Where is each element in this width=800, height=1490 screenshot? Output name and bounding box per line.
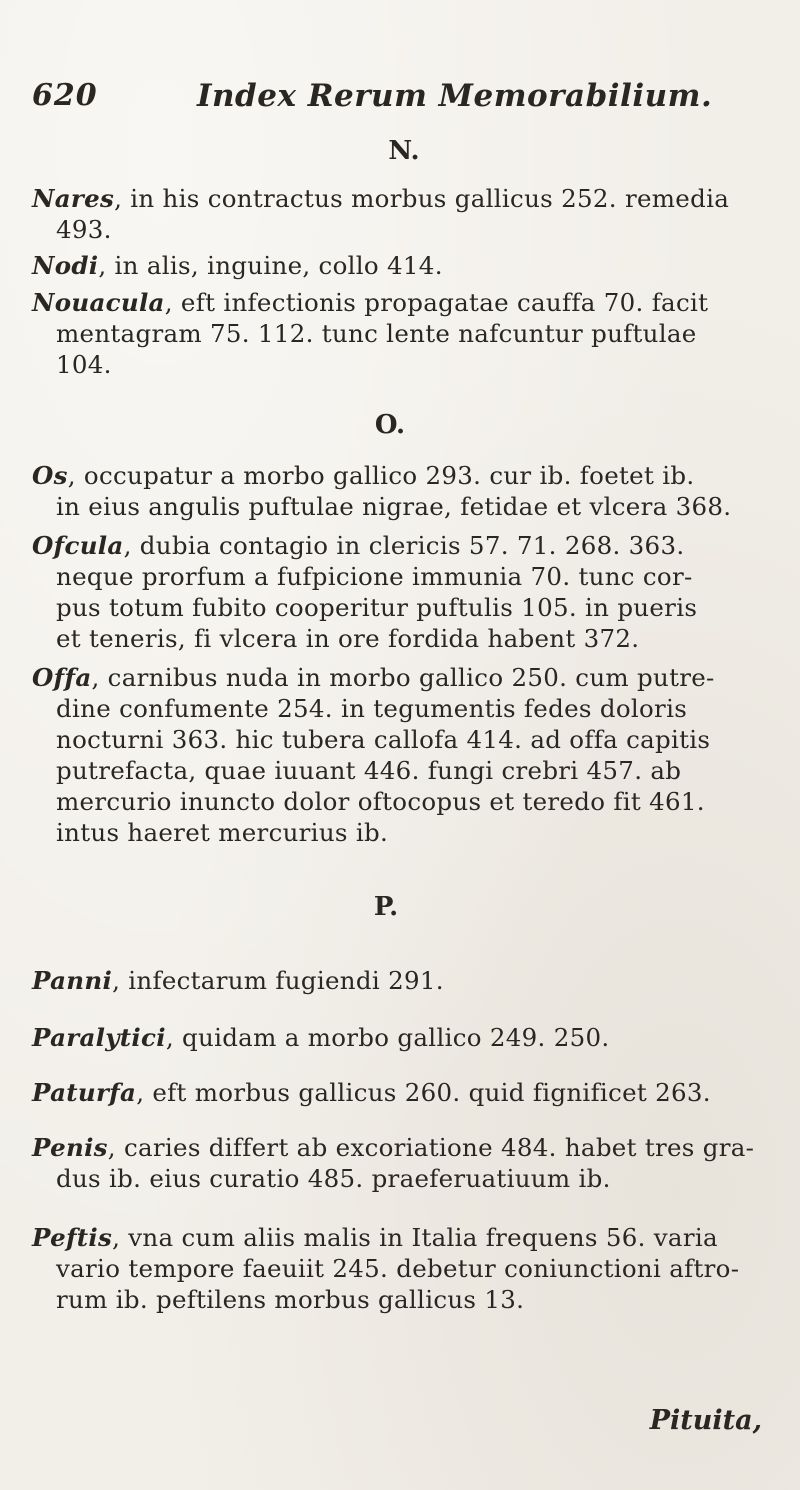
entry-text: mentagram 75. 112. tunc lente nafcuntur puftulae — [56, 319, 697, 348]
entry-text: et teneris, fi vlcera in ore fordida habent 372. — [56, 624, 640, 653]
index-entry — [32, 183, 780, 245]
entry-text: , quidam a morbo gallico 249. 250. — [165, 1023, 610, 1052]
entry-headword: Nodi — [32, 251, 99, 280]
entry-text: 493. — [56, 215, 112, 244]
entry-text: 104. — [56, 350, 112, 379]
index-entry — [32, 250, 780, 281]
section-letter-p: P. — [373, 892, 399, 922]
entry-text: nocturni 363. hic tubera callofa 414. ad offa capitis — [56, 725, 711, 754]
running-title: Index Rerum Memorabilium. — [197, 78, 713, 114]
section-letter-n: N. — [388, 136, 420, 166]
entry-text: vario tempore faeuiit 245. debetur coniunctioni aftro- — [56, 1254, 740, 1283]
entry-text: , occupatur a morbo gallico 293. cur ib. foetet ib. — [67, 461, 695, 490]
entry-text: putrefacta, quae iuuant 446. fungi crebri 457. ab — [56, 756, 682, 785]
entry-text: , eft infectionis propagatae cauffa 70. facit — [164, 288, 709, 317]
page-header — [32, 78, 772, 118]
entry-headword: Nares — [32, 184, 115, 213]
entry-headword: Offa — [32, 663, 92, 692]
entry-text: , in alis, inguine, collo 414. — [98, 251, 443, 280]
section-letter-o: O. — [374, 410, 406, 440]
catchword: Pituita, — [649, 1405, 762, 1436]
entry-headword: Paturfa — [32, 1078, 137, 1107]
entry-text: mercurio inuncto dolor oftocopus et teredo fit 461. — [56, 787, 705, 816]
index-entry — [32, 965, 780, 996]
entry-headword: Penis — [32, 1133, 108, 1162]
entry-text: , caries differt ab excoriatione 484. habet tres gra- — [107, 1133, 755, 1162]
page-number: 620 — [32, 78, 98, 113]
index-entry — [32, 1132, 780, 1194]
entry-text: dus ib. eius curatio 485. praeferuatiuum ib. — [56, 1164, 611, 1193]
entry-text: neque prorfum a fufpicione immunia 70. tunc cor- — [56, 562, 693, 591]
entry-text: in eius angulis puftulae nigrae, fetidae et vlcera 368. — [56, 492, 732, 521]
index-entry — [32, 460, 780, 522]
entry-text: , dubia contagio in clericis 57. 71. 268. 363. — [123, 531, 685, 560]
entry-text: rum ib. peftilens morbus gallicus 13. — [56, 1285, 525, 1314]
entry-headword: Nouacula — [32, 288, 165, 317]
entry-headword: Ofcula — [32, 531, 124, 560]
entry-text: , eft morbus gallicus 260. quid fignificet 263. — [136, 1078, 711, 1107]
entry-text: dine confumente 254. in tegumentis fedes doloris — [56, 694, 688, 723]
index-entry — [32, 530, 780, 654]
entry-headword: Peftis — [32, 1223, 113, 1252]
index-entry — [32, 1077, 780, 1108]
entry-text: pus totum fubito cooperitur puftulis 105. in pueris — [56, 593, 698, 622]
entry-headword: Paralytici — [32, 1023, 166, 1052]
entry-headword: Os — [32, 461, 68, 490]
index-entry — [32, 287, 780, 380]
index-entry — [32, 662, 780, 848]
entry-text: , in his contractus morbus gallicus 252. remedia — [114, 184, 730, 213]
entry-headword: Panni — [32, 966, 113, 995]
index-entry — [32, 1222, 780, 1315]
entry-text: , infectarum fugiendi 291. — [112, 966, 444, 995]
entry-text: intus haeret mercurius ib. — [56, 818, 389, 847]
entry-text: , vna cum aliis malis in Italia frequens 56. varia — [112, 1223, 718, 1252]
index-entry — [32, 1022, 780, 1053]
entry-text: , carnibus nuda in morbo gallico 250. cum putre- — [91, 663, 715, 692]
